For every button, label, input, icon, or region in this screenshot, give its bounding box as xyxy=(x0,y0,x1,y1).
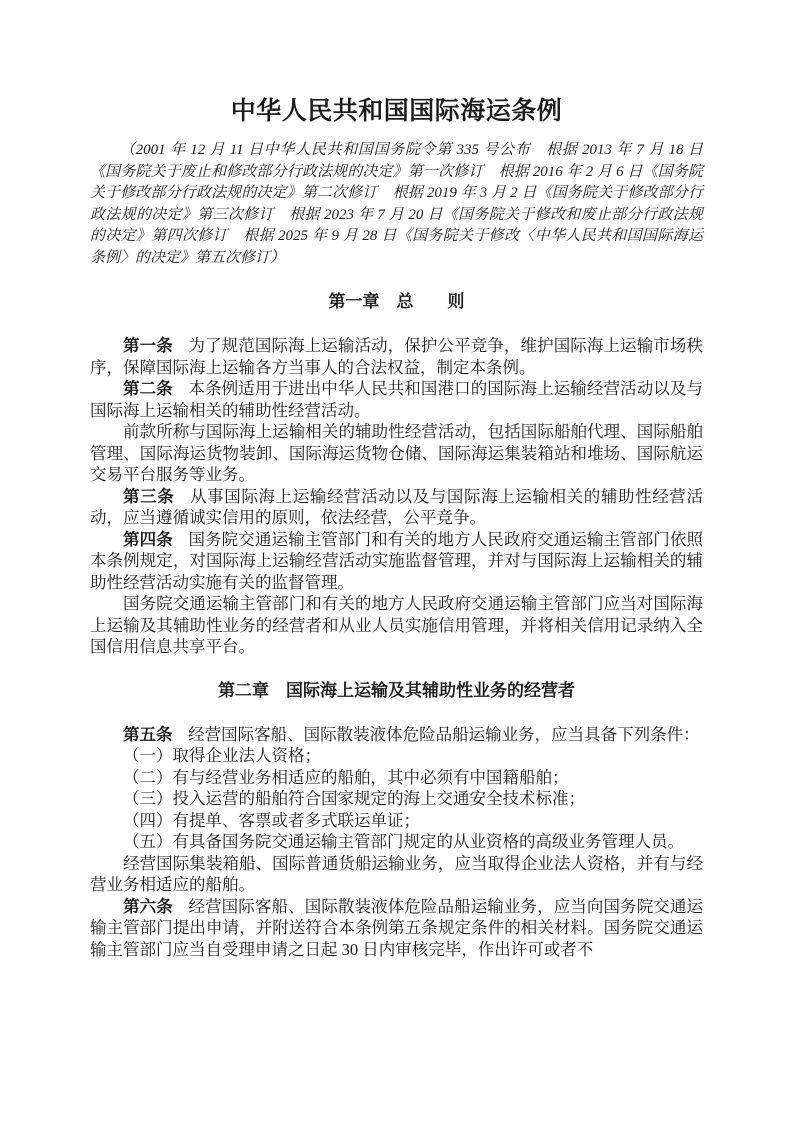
promulgation-note: （2001 年 12 月 11 日中华人民共和国国务院令第 335 号公布 根据 2013 年 7 月 18 日《国务院关于废止和修改部分行政法规的决定》第一次修订 根据 2016 年 2 月 6 日《国务院关于修改部分行政法规的决定》第二次修订 根据 2019 年 3 月 2 日《国务院关于修改部分行政法规的决定》第三次修订 根据 2023 年 7 月 20 日《国务院关于修改和废止部分行政法规的决定》第四次修订 根据 2025 年 9 月 28 日《国务院关于修改〈中华人民共和国国际海运条例〉的决定》第五次修订） xyxy=(90,142,703,266)
article-4-paragraph xyxy=(90,529,703,594)
document-title: 中华人民共和国国际海运条例 xyxy=(230,98,563,125)
article-6-paragraph xyxy=(90,896,703,961)
article-5-text: 经营国际客船、国际散装液体危险品船运输业务，应当具备下列条件： xyxy=(188,724,700,744)
article-1-paragraph xyxy=(90,335,703,378)
article-5-item-2: （二）有与经营业务相适应的船舶，其中必须有中国籍船舶； xyxy=(123,767,569,787)
article-1-text: 为了规范国际海上运输活动，保护公平竞争，维护国际海上运输市场秩序，保障国际海上运输各方当事人的合法权益，制定本条例。 xyxy=(90,336,704,377)
article-5-paragraph xyxy=(90,724,703,746)
article-4-text: 国务院交通运输主管部门和有关的地方人民政府交通运输主管部门依照本条例规定，对国际海上运输经营活动实施监督管理，并对与国际海上运输相关的辅助性经营活动实施有关的监督管理。 xyxy=(90,529,704,592)
article-5-item-4: （四）有提单、客票或者多式联运单证； xyxy=(123,810,420,830)
article-5-label: 第五条 xyxy=(123,724,173,744)
article-2-text: 本条例适用于进出中华人民共和国港口的国际海上运输经营活动以及与国际海上运输相关的辅助性经营活动。 xyxy=(90,379,704,420)
article-3-label: 第三条 xyxy=(123,486,175,506)
article-4-label: 第四条 xyxy=(123,529,173,549)
article-5-paragraph-2: 经营国际集装箱船、国际普通货船运输业务，应当取得企业法人资格，并有与经营业务相适应的船舶。 xyxy=(90,853,703,894)
article-5-item-5: （五）有具备国务院交通运输主管部门规定的从业资格的高级业务管理人员。 xyxy=(123,832,684,851)
article-6-label: 第六条 xyxy=(123,896,173,916)
article-4-paragraph-2: 国务院交通运输主管部门和有关的地方人民政府交通运输主管部门应当对国际海上运输及其辅助性业务的经营者和从业人员实施信用管理，并将相关信用记录纳入全国信用信息共享平台。 xyxy=(90,594,703,656)
article-1-label: 第一条 xyxy=(123,336,173,355)
article-3-paragraph xyxy=(90,486,703,529)
article-5-item-1: （一）取得企业法人资格； xyxy=(123,746,321,765)
chapter-1-heading: 第一章 总 则 xyxy=(328,292,465,311)
article-6-text: 经营国际客船、国际散装液体危险品船运输业务，应当向国务院交通运输主管部门提出申请，并附送符合本条例第五条规定条件的相关材料。国务院交通运输主管部门应当自受理申请之日起 30 日内审核完毕，作出许可或者不 xyxy=(90,896,704,959)
article-2-label: 第二条 xyxy=(123,379,173,398)
chapter-2-heading: 第二章 国际海上运输及其辅助性业务的经营者 xyxy=(218,680,575,700)
article-2-paragraph xyxy=(90,378,703,421)
article-2-paragraph-2: 前款所称与国际海上运输相关的辅助性经营活动，包括国际船舶代理、国际船舶管理、国际海运货物装卸、国际海运货物仓储、国际海运集装箱站和堆场、国际航运交易平台服务等业务。 xyxy=(90,422,703,484)
article-5-item-3: （三）投入运营的船舶符合国家规定的海上交通安全技术标准； xyxy=(123,789,585,808)
article-3-text: 从事国际海上运输经营活动以及与国际海上运输相关的辅助性经营活动，应当遵循诚实信用的原则，依法经营，公平竞争。 xyxy=(90,486,704,527)
